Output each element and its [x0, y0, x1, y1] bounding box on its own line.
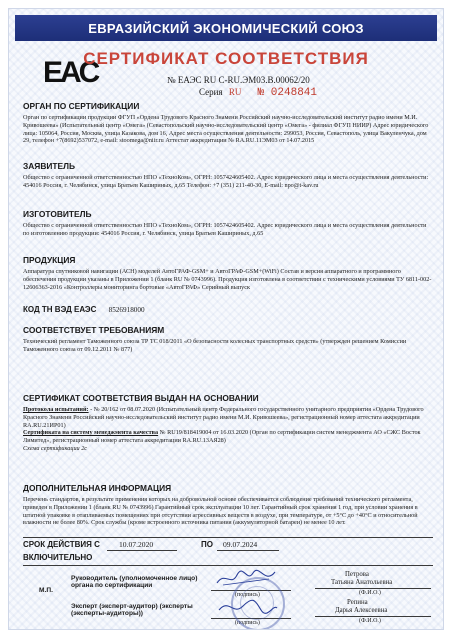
validity-inclusive: ВКЛЮЧИТЕЛЬНО — [23, 553, 93, 562]
protocol-label: Протокола испытаний: — [23, 406, 89, 413]
additional-info-text: Перечень стандартов, в результате применения которых на добровольной основе обеспечивается соблюдение требований технического регламента, приведен в Приложении 1 (бланк RU № 0743996) Гарантийный срок эксплуатации 10 лет. Гарантийный срок хранения 1 год, при условии хранения в штатной упаковке в отапливаемых помещениях при отсутствии агрессивных веществ в воздухе, при температуре, от +5°С до +40°С и относительной влажности не более 80%. Срок службы (кроме встроенного источника питания (аккумуляторной батареи) не менее 10 лет. — [23, 496, 418, 527]
product-text: Аппаратура спутниковой навигации (АСН) моделей АвтоГРАФ-GSM+ и АвтоГРАФ-GSM+(WiFi) Состав и версия аппаратного и программного обеспечения продукции указаны в Приложении 1 (бланк RU № 0743996). Продукция изготовлена в соответствии с техническими условиями ТУ 6811-002-12606363-2016 «Контроллеры мониторинга бортовые «АвтоГРАФ» Серийный выпуск — [23, 268, 432, 291]
manufacturer-section — [23, 209, 433, 238]
certification-body-text: Орган по сертификации продукции ФГУП «Ордена Трудового Красного Знамени Российский научно-исследовательский институт радио имени М.И. Кривошеева» (Испытательный центр «Омега» (Севастопольский научно-исследовательский центр «Омега» - филиал ФГУП НИИР) Адрес юридического лица: 105064, Россия, Москва, улица Казакова, дом 16, Адрес места осуществления деятельности: 299053, Россия, Севастополь, улица Вакуленчука, дом 29, телефон +7(8692)537072, e-mail: stoomega@niir.ru Аттестат аккредитации № RA.RU.11ЭМ03 от 14.07.2015 — [23, 114, 429, 145]
tnved-row — [23, 305, 145, 314]
validity-from-date-wrap — [119, 540, 153, 549]
stamp-label-mp: М.П. — [39, 587, 53, 594]
requirements-title: СООТВЕТСТВУЕТ ТРЕБОВАНИЯМ — [23, 325, 165, 335]
certificate-page — [8, 8, 444, 630]
basis-title: СЕРТИФИКАТ СООТВЕТСТВИЯ ВЫДАН НА ОСНОВАНИИ — [23, 393, 259, 403]
series-row — [199, 87, 317, 99]
basis-text — [23, 406, 433, 453]
applicant-title: ЗАЯВИТЕЛЬ — [23, 161, 75, 171]
validity-to-date: 09.07.2024 — [223, 540, 258, 549]
registration-number: № ЕАЭС RU С-RU.ЭМ03.В.00062/20 — [167, 75, 310, 85]
head-signature-label: Руководитель (уполномоченное лицо) органа по сертификации — [71, 575, 198, 590]
protocol-text: - № 20/162 от 08.07.2020 (Испытательный центр Федерального государственного унитарного предприятия «Ордена Трудового Красного Знамени Российский научно-исследовательский институт радио имени М.И. Кривошеева», регистрационный номер аттестата аккредитации RA.RU.21ИР01) — [23, 406, 424, 429]
head-surname: Петрова — [345, 571, 369, 578]
validity-to-label-wrap — [201, 540, 213, 549]
to-date-line — [217, 550, 279, 551]
basis-section — [23, 393, 433, 453]
eac-mark-logo: EAC — [43, 56, 98, 89]
additional-info-title: ДОПОЛНИТЕЛЬНАЯ ИНФОРМАЦИЯ — [23, 483, 172, 493]
validity-from-date: 10.07.2020 — [119, 540, 154, 549]
validity-to-label: ПО — [201, 540, 213, 549]
manufacturer-title: ИЗГОТОВИТЕЛЬ — [23, 209, 92, 219]
series-value: RU — [228, 87, 242, 97]
from-date-line — [107, 550, 177, 551]
product-title: ПРОДУКЦИЯ — [23, 255, 76, 265]
head-given-names: Татьяна Анатольевна — [331, 579, 393, 586]
tnved-label: КОД ТН ВЭД ЕАЭС — [23, 305, 97, 314]
additional-info-section — [23, 483, 433, 527]
head-fio-line — [315, 588, 431, 589]
tnved-value: 8526918000 — [108, 306, 145, 314]
head-fio-caption: (Ф.И.О.) — [359, 590, 381, 596]
blank-number: № 0248841 — [257, 87, 318, 99]
applicant-section — [23, 161, 433, 190]
head-signature-caption: (подпись) — [235, 592, 260, 598]
certification-scheme: Схема сертификации 2с — [23, 444, 88, 452]
requirements-section — [23, 325, 433, 354]
manufacturer-text: Общество с ограниченной ответственностью НПО «ТехноКом», ОГРН: 1057424605402. Адрес юридического лица и места осуществления деятельности по изготовлению продукции: 454016 Россия, г. Челябинск, улица Братьев Кашириных, д.65 — [23, 222, 427, 237]
series-label: Серия — [199, 87, 223, 97]
certification-body-title: ОРГАН ПО СЕРТИФИКАЦИИ — [23, 101, 140, 111]
divider — [23, 537, 433, 538]
product-section — [23, 255, 433, 291]
expert-fio-line — [315, 616, 431, 617]
validity-row — [23, 540, 100, 549]
validity-from-label: СРОК ДЕЙСТВИЯ С — [23, 540, 100, 549]
seal-stamp — [231, 577, 285, 630]
union-header-band — [15, 15, 437, 41]
certification-body-section — [23, 101, 433, 145]
validity-incl-wrap — [23, 553, 92, 562]
divider — [23, 565, 433, 566]
expert-surname: Репина — [347, 599, 368, 606]
validity-to-date-wrap — [223, 540, 257, 549]
applicant-text: Общество с ограниченной ответственностью НПО «ТехноКом», ОГРН: 1057424605402. Адрес юридического лица и места осуществления деятельности: 454016 Россия, г. Челябинск, улица Братьев Кашириных, д.65 Телефон: +7 (351) 211-40-30, E-mail: npo@t-kav.ru — [23, 174, 429, 189]
qms-label: Сертификата на систему менеджмента качества — [23, 429, 159, 437]
requirements-text: Технический регламент Таможенного союза ТР ТС 018/2011 «О безопасности колесных транспортных средств» (утвержден решением Комиссии Таможенного союза от 09.12.2011 № 877) — [23, 338, 407, 353]
expert-signature-label: Эксперт (эксперт-аудитор) (эксперты (эксперты-аудиторы)) — [71, 603, 193, 618]
qms-text: № RU19/818419004 от 16.03.2020 (Орган по сертификации систем менеджмента АО «СЖС Восток Лимитед», регистрационный номер аттестата аккредитации RA.RU.13АЯ28) — [23, 429, 421, 445]
expert-fio-caption: (Ф.И.О.) — [359, 618, 381, 624]
union-name: ЕВРАЗИЙСКИЙ ЭКОНОМИЧЕСКИЙ СОЮЗ — [88, 20, 364, 36]
expert-signature-caption: (подпись) — [235, 620, 260, 626]
expert-given-names: Дарья Алексеевна — [335, 607, 388, 614]
certificate-title: СЕРТИФИКАТ СООТВЕТСТВИЯ — [83, 49, 369, 68]
